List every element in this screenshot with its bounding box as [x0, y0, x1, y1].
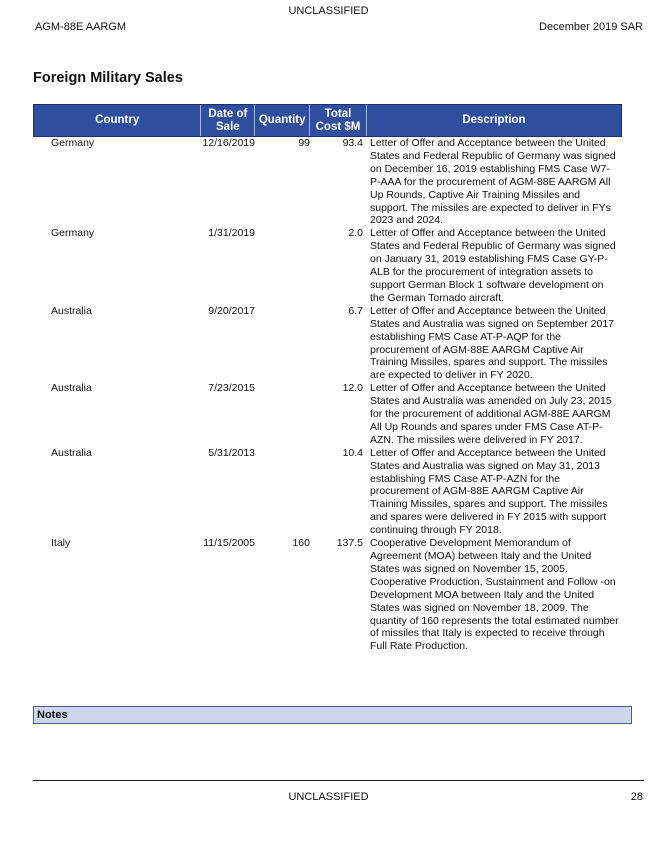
fms-table: [33, 104, 622, 653]
table-row: [33, 447, 622, 537]
cell-country: Australia: [51, 382, 92, 395]
cell-country: Australia: [51, 304, 92, 317]
cell-description: Letter of Offer and Acceptance between the United States and Australia was signed on May 31, 2013 establishing FMS Case AT-P-AZN for the procurement of AGM-88E AARGM Captive Air Training Missiles, spares and support. The missiles and spares were delivered in FY 2015 with support continuing through FY 2018.: [370, 446, 608, 537]
cell-description: Letter of Offer and Acceptance between the United States and Australia was signed on September 2017 establishing FMS Case AT-P-AQP for the procurement of AGM-88E AARGM Captive Air Training Missiles, spares and support. The missiles are expected to deliver in FY 2020.: [370, 304, 614, 382]
cell-quantity: 99: [298, 137, 310, 149]
cell-cost: 10.4: [342, 446, 363, 459]
cell-cost: 2.0: [348, 227, 363, 240]
cell-country: Australia: [51, 446, 92, 459]
cell-country: Italy: [51, 537, 71, 550]
cell-country: Germany: [51, 137, 95, 149]
section-title: Foreign Military Sales: [33, 70, 183, 86]
cell-quantity: [255, 382, 310, 447]
cell-date: 5/31/2013: [208, 446, 255, 459]
col-header-country: Country: [34, 105, 201, 136]
table-body: [33, 137, 622, 653]
col-header-date: Date of Sale: [201, 105, 255, 136]
cell-cost: 6.7: [348, 304, 363, 317]
cell-quantity: [255, 305, 310, 382]
cell-date: 11/15/2005: [203, 537, 255, 550]
table-row: [33, 382, 622, 447]
col-header-description: Description: [462, 114, 526, 126]
table-row: [33, 137, 622, 227]
cell-description: Letter of Offer and Acceptance between the United States and Australia was amended on July 23, 2015 for the procurement of additional AGM-88E AARGM All Up Rounds and spares under FMS Case AT-P-AZN. The missiles were delivered in FY 2017.: [370, 382, 612, 446]
page-number: 28: [630, 791, 643, 803]
cell-quantity: [255, 447, 310, 537]
cell-date: 7/23/2015: [208, 382, 255, 395]
cell-date: 1/31/2019: [208, 227, 255, 240]
header-classification: UNCLASSIFIED: [288, 5, 369, 17]
cell-quantity: [255, 227, 310, 304]
cell-cost: 137.5: [336, 537, 363, 550]
table-header: [33, 104, 622, 137]
cell-date: 12/16/2019: [202, 137, 255, 149]
cell-country: Germany: [51, 227, 95, 240]
footer-classification: UNCLASSIFIED: [288, 791, 369, 803]
col-header-cost: Total Cost $M: [310, 105, 367, 136]
cell-description: Letter of Offer and Acceptance between the United States and Federal Republic of Germany was signed on January 31, 2019 establishing FMS Case GY-P-ALB for the procurement of integration assets to support German Block 1 software development on the German Tornado aircraft.: [370, 227, 616, 304]
footer-divider: [33, 780, 644, 781]
table-row: [33, 227, 622, 304]
header-report: December 2019 SAR: [539, 21, 643, 33]
table-row: [33, 537, 622, 653]
cell-cost: 93.4: [342, 137, 363, 149]
cell-date: 9/20/2017: [208, 304, 255, 317]
notes-header: Notes: [33, 706, 632, 724]
cell-quantity: 160: [292, 537, 310, 550]
header-program: AGM-88E AARGM: [35, 21, 127, 33]
cell-description: Letter of Offer and Acceptance between the United States and Federal Republic of Germany was signed on December 16, 2019 establishing FMS Case W7-P-AAA for the procurement of AGM-88E AARGM All Up Rounds, Captive Air Training Missiles and support. The missiles are expected to deliver in FYs 2023 and 2024.: [370, 137, 616, 227]
cell-cost: 12.0: [342, 382, 363, 395]
table-row: [33, 305, 622, 382]
col-header-quantity: Quantity: [255, 105, 310, 136]
cell-description: Cooperative Development Memorandum of Agreement (MOA) between Italy and the United States was signed on November 15, 2005. Cooperative Production, Sustainment and Follow -on Development MOA between Italy and the United States was signed on November 18, 2009. The quantity of 160 represents the total estimated number of missiles that Italy is expected to receive through Full Rate Production.: [370, 537, 619, 653]
